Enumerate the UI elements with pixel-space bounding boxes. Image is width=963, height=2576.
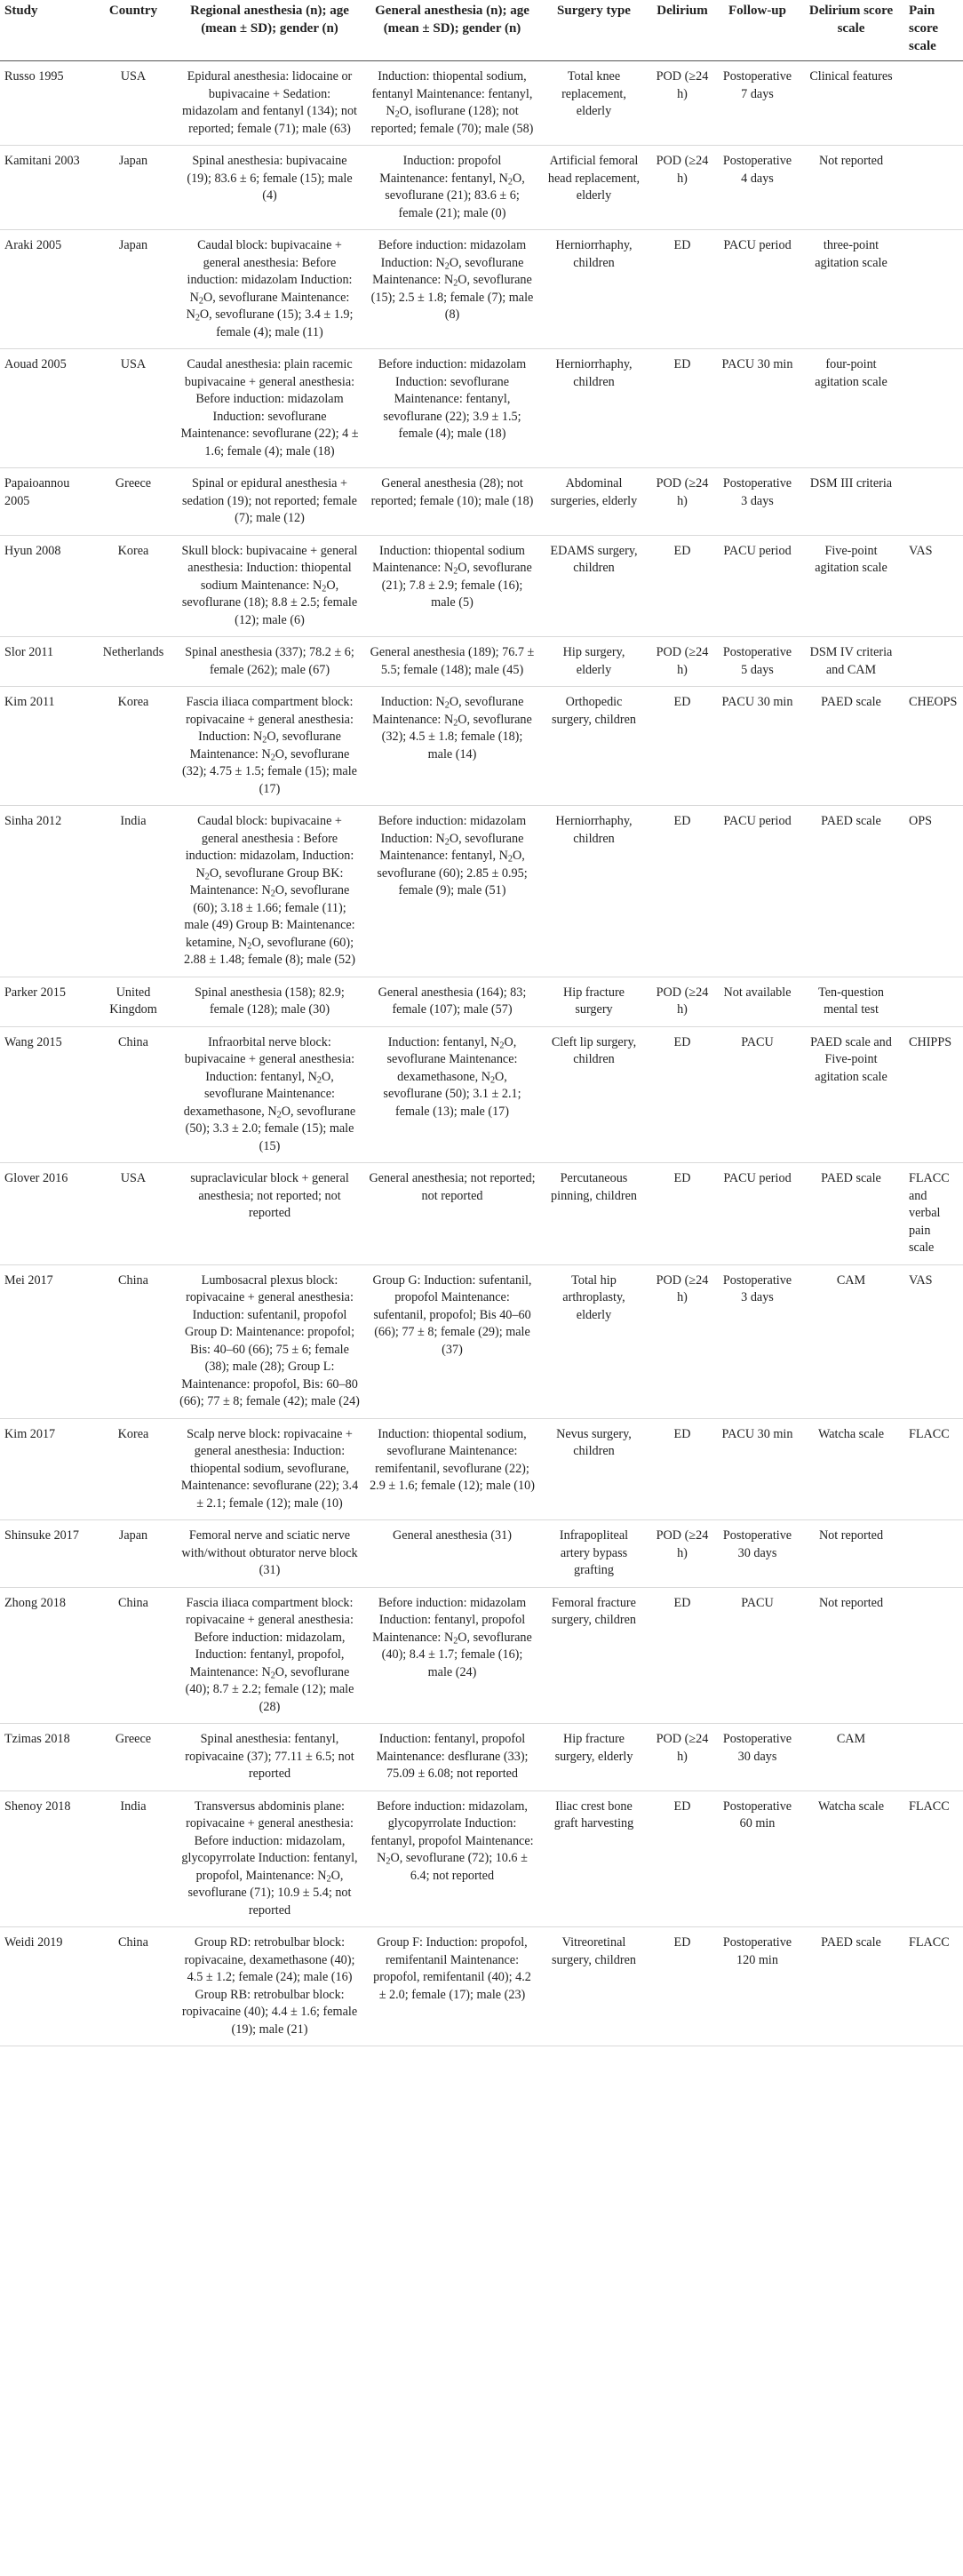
cell-study: Weidi 2019 <box>0 1927 92 2046</box>
cell-study: Kim 2011 <box>0 687 92 806</box>
cell-general-anesthesia: Group G: Induction: sufentanil, propofol Maintenance: sufentanil, propofol; Bis 40–60 (66); 77 ± 8; female (29); male (37) <box>364 1264 540 1418</box>
table-row <box>0 977 963 1026</box>
cell-delirium-score-scale: three-point agitation scale <box>798 230 904 349</box>
cell-general-anesthesia: Before induction: midazolam Induction: sevoflurane Maintenance: fentanyl, sevoflurane (22); 3.9 ± 1.5; female (4); male (18) <box>364 349 540 468</box>
cell-study: Russo 1995 <box>0 61 92 146</box>
table-body <box>0 61 963 2046</box>
cell-general-anesthesia: General anesthesia; not reported; not reported <box>364 1163 540 1265</box>
cell-delirium-score-scale: PAED scale and Five-point agitation scale <box>798 1026 904 1163</box>
cell-general-anesthesia: Induction: fentanyl, $N_2O$, sevoflurane Maintenance: dexamethasone, $N_2O$, sevoflurane (50); 3.1 ± 2.1; female (13); male (17) <box>364 1026 540 1163</box>
cell-general-anesthesia: Before induction: midazolam Induction: $N_2O$, sevoflurane Maintenance: $N_2O$, sevoflurane (15); 2.5 ± 1.8; female (7); male (8) <box>364 230 540 349</box>
cell-delirium-score-scale: Clinical features <box>798 61 904 146</box>
cell-country: China <box>92 1264 175 1418</box>
cell-country: China <box>92 1927 175 2046</box>
cell-delirium: ED <box>648 1026 717 1163</box>
cell-delirium: POD (≥24 h) <box>648 1724 717 1791</box>
cell-regional-anesthesia: Group RD: retrobulbar block: ropivacaine, dexamethasone (40); 4.5 ± 1.2; female (24); male (16) Group RB: retrobulbar block: ropivacaine (40); 4.4 ± 1.6; female (19); male (21) <box>175 1927 364 2046</box>
header-follow-up: Follow-up <box>717 0 798 61</box>
cell-regional-anesthesia: Spinal or epidural anesthesia + sedation (19); not reported; female (7); male (12) <box>175 468 364 536</box>
cell-general-anesthesia: Induction: thiopental sodium, sevoflurane Maintenance: remifentanil, sevoflurane (22); 2.9 ± 1.6; female (12); male (10) <box>364 1418 540 1520</box>
cell-follow-up: Postoperative 60 min <box>717 1790 798 1927</box>
cell-regional-anesthesia: Transversus abdominis plane: ropivacaine + general anesthesia: Before induction: midazolam, glycopyrrolate Induction: fentanyl, propofol, Maintenance: $N_2O$, sevoflurane (71); 10.9 ± 5.4; not reported <box>175 1790 364 1927</box>
cell-regional-anesthesia: Epidural anesthesia: lidocaine or bupivacaine + Sedation: midazolam and fentanyl (134); not reported; female (71); male (63) <box>175 61 364 146</box>
cell-regional-anesthesia: Spinal anesthesia: bupivacaine (19); 83.6 ± 6; female (15); male (4) <box>175 146 364 230</box>
cell-regional-anesthesia: Fascia iliaca compartment block: ropivacaine + general anesthesia: Before induction: midazolam, Induction: fentanyl, propofol, Maintenance: $N_2O$, sevoflurane (40); 8.7 ± 2.2; female (12); male (28) <box>175 1587 364 1724</box>
cell-delirium-score-scale: CAM <box>798 1264 904 1418</box>
cell-surgery-type: Nevus surgery, children <box>540 1418 648 1520</box>
cell-pain-score-scale: CHEOPS <box>904 687 963 806</box>
header-study: Study <box>0 0 92 61</box>
cell-study: Hyun 2008 <box>0 535 92 637</box>
cell-delirium-score-scale: PAED scale <box>798 1927 904 2046</box>
table-row <box>0 687 963 806</box>
cell-delirium-score-scale: Not reported <box>798 1587 904 1724</box>
cell-surgery-type: Cleft lip surgery, children <box>540 1026 648 1163</box>
cell-surgery-type: Total hip arthroplasty, elderly <box>540 1264 648 1418</box>
cell-pain-score-scale: OPS <box>904 806 963 977</box>
cell-delirium: ED <box>648 230 717 349</box>
cell-general-anesthesia: Before induction: midazolam Induction: $N_2O$, sevoflurane Maintenance: fentanyl, $N_2O$, sevoflurane (60); 2.85 ± 0.95; female (9); male (51) <box>364 806 540 977</box>
cell-pain-score-scale <box>904 1724 963 1791</box>
cell-follow-up: PACU 30 min <box>717 687 798 806</box>
cell-general-anesthesia: Induction: fentanyl, propofol Maintenance: desflurane (33); 75.09 ± 6.08; not reported <box>364 1724 540 1791</box>
cell-surgery-type: Infrapopliteal artery bypass grafting <box>540 1520 648 1588</box>
cell-study: Wang 2015 <box>0 1026 92 1163</box>
cell-pain-score-scale: FLACC <box>904 1927 963 2046</box>
cell-regional-anesthesia: supraclavicular block + general anesthesia; not reported; not reported <box>175 1163 364 1265</box>
cell-general-anesthesia: Induction: thiopental sodium, fentanyl Maintenance: fentanyl, $N_2O$, isoflurane (128); not reported; female (70); male (58) <box>364 61 540 146</box>
header-country: Country <box>92 0 175 61</box>
cell-delirium: POD (≥24 h) <box>648 1264 717 1418</box>
table-row <box>0 1520 963 1588</box>
cell-delirium-score-scale: PAED scale <box>798 1163 904 1265</box>
cell-surgery-type: Vitreoretinal surgery, children <box>540 1927 648 2046</box>
cell-study: Mei 2017 <box>0 1264 92 1418</box>
header-row <box>0 0 963 61</box>
cell-follow-up: PACU period <box>717 806 798 977</box>
cell-country: Korea <box>92 1418 175 1520</box>
table-row <box>0 806 963 977</box>
cell-regional-anesthesia: Spinal anesthesia: fentanyl, ropivacaine (37); 77.11 ± 6.5; not reported <box>175 1724 364 1791</box>
cell-pain-score-scale <box>904 146 963 230</box>
cell-regional-anesthesia: Skull block: bupivacaine + general anesthesia: Induction: thiopental sodium Maintenance: $N_2O$, sevoflurane (18); 8.8 ± 2.5; female (12); male (6) <box>175 535 364 637</box>
cell-country: India <box>92 806 175 977</box>
cell-country: Korea <box>92 687 175 806</box>
cell-follow-up: Postoperative 7 days <box>717 61 798 146</box>
cell-surgery-type: Total knee replacement, elderly <box>540 61 648 146</box>
cell-pain-score-scale <box>904 349 963 468</box>
cell-delirium: POD (≥24 h) <box>648 61 717 146</box>
cell-pain-score-scale <box>904 1520 963 1588</box>
cell-delirium: POD (≥24 h) <box>648 468 717 536</box>
cell-follow-up: PACU period <box>717 230 798 349</box>
cell-study: Kamitani 2003 <box>0 146 92 230</box>
header-delirium-score-scale: Delirium score scale <box>798 0 904 61</box>
cell-general-anesthesia: General anesthesia (28); not reported; female (10); male (18) <box>364 468 540 536</box>
cell-study: Sinha 2012 <box>0 806 92 977</box>
cell-regional-anesthesia: Spinal anesthesia (158); 82.9; female (128); male (30) <box>175 977 364 1026</box>
table-row <box>0 146 963 230</box>
cell-surgery-type: EDAMS surgery, children <box>540 535 648 637</box>
cell-study: Parker 2015 <box>0 977 92 1026</box>
cell-regional-anesthesia: Caudal block: bupivacaine + general anesthesia : Before induction: midazolam, Induction: $N_2O$, sevoflurane Group BK: Maintenance: $N_2O$, sevoflurane (60); 3.18 ± 1.66; female (11); male (49) Group B: Maintenance: ketamine, $N_2O$, sevoflurane (60); 2.88 ± 1.48; female (8); male (52) <box>175 806 364 977</box>
table-row <box>0 1587 963 1724</box>
cell-regional-anesthesia: Lumbosacral plexus block: ropivacaine + general anesthesia: Induction: sufentanil, propofol Group D: Maintenance: propofol; Bis: 40–60 (66); 75 ± 6; female (38); male (28); Group L: Maintenance: propofol, Bis: 60–80 (66); 77 ± 8; female (42); male (24) <box>175 1264 364 1418</box>
cell-delirium-score-scale: DSM IV criteria and CAM <box>798 637 904 687</box>
table-row <box>0 535 963 637</box>
cell-delirium: ED <box>648 1790 717 1927</box>
cell-surgery-type: Hip fracture surgery, elderly <box>540 1724 648 1791</box>
table-row <box>0 637 963 687</box>
table-row <box>0 1724 963 1791</box>
table-row <box>0 349 963 468</box>
cell-delirium-score-scale: Not reported <box>798 146 904 230</box>
cell-country: India <box>92 1790 175 1927</box>
table-row <box>0 1163 963 1265</box>
cell-pain-score-scale: FLACC and verbal pain scale <box>904 1163 963 1265</box>
cell-follow-up: Postoperative 3 days <box>717 1264 798 1418</box>
cell-follow-up: PACU <box>717 1026 798 1163</box>
table-row <box>0 1418 963 1520</box>
cell-surgery-type: Hip surgery, elderly <box>540 637 648 687</box>
cell-regional-anesthesia: Infraorbital nerve block: bupivacaine + general anesthesia: Induction: fentanyl, $N_2O$, sevoflurane Maintenance: dexamethasone, $N_2O$, sevoflurane (50); 3.3 ± 2.0; female (15); male (15) <box>175 1026 364 1163</box>
cell-pain-score-scale: FLACC <box>904 1790 963 1927</box>
cell-follow-up: PACU <box>717 1587 798 1724</box>
table-row <box>0 1264 963 1418</box>
cell-delirium-score-scale: DSM III criteria <box>798 468 904 536</box>
cell-delirium: ED <box>648 687 717 806</box>
cell-follow-up: Postoperative 120 min <box>717 1927 798 2046</box>
cell-delirium: POD (≥24 h) <box>648 146 717 230</box>
cell-follow-up: Postoperative 4 days <box>717 146 798 230</box>
cell-surgery-type: Abdominal surgeries, elderly <box>540 468 648 536</box>
header-pain-score-scale: Pain score scale <box>904 0 963 61</box>
cell-delirium: ED <box>648 1418 717 1520</box>
cell-follow-up: Postoperative 3 days <box>717 468 798 536</box>
cell-surgery-type: Herniorrhaphy, children <box>540 230 648 349</box>
cell-follow-up: PACU 30 min <box>717 349 798 468</box>
cell-general-anesthesia: Before induction: midazolam, glycopyrrolate Induction: fentanyl, propofol Maintenance: $N_2O$, sevoflurane (72); 10.6 ± 6.4; not reported <box>364 1790 540 1927</box>
cell-delirium-score-scale: Ten-question mental test <box>798 977 904 1026</box>
cell-study: Slor 2011 <box>0 637 92 687</box>
cell-country: Korea <box>92 535 175 637</box>
cell-delirium-score-scale: PAED scale <box>798 687 904 806</box>
cell-country: Japan <box>92 230 175 349</box>
cell-study: Araki 2005 <box>0 230 92 349</box>
cell-surgery-type: Iliac crest bone graft harvesting <box>540 1790 648 1927</box>
cell-delirium: ED <box>648 1587 717 1724</box>
cell-delirium: POD (≥24 h) <box>648 977 717 1026</box>
cell-country: USA <box>92 1163 175 1265</box>
cell-study: Papaioannou 2005 <box>0 468 92 536</box>
cell-country: Japan <box>92 1520 175 1588</box>
cell-delirium-score-scale: PAED scale <box>798 806 904 977</box>
cell-delirium: ED <box>648 1927 717 2046</box>
table-row <box>0 468 963 536</box>
table-row <box>0 1927 963 2046</box>
cell-pain-score-scale <box>904 637 963 687</box>
cell-follow-up: Postoperative 30 days <box>717 1724 798 1791</box>
cell-regional-anesthesia: Fascia iliaca compartment block: ropivacaine + general anesthesia: Induction: $N_2O$, sevoflurane Maintenance: $N_2O$, sevoflurane (32); 4.75 ± 1.5; female (15); male (17) <box>175 687 364 806</box>
table-row <box>0 230 963 349</box>
cell-delirium-score-scale: Five-point agitation scale <box>798 535 904 637</box>
cell-surgery-type: Percutaneous pinning, children <box>540 1163 648 1265</box>
cell-surgery-type: Artificial femoral head replacement, elderly <box>540 146 648 230</box>
cell-general-anesthesia: Induction: $N_2O$, sevoflurane Maintenance: $N_2O$, sevoflurane (32); 4.5 ± 1.8; female (18); male (14) <box>364 687 540 806</box>
cell-study: Zhong 2018 <box>0 1587 92 1724</box>
cell-study: Aouad 2005 <box>0 349 92 468</box>
cell-pain-score-scale <box>904 468 963 536</box>
cell-follow-up: PACU period <box>717 535 798 637</box>
cell-surgery-type: Femoral fracture surgery, children <box>540 1587 648 1724</box>
cell-delirium-score-scale: Not reported <box>798 1520 904 1588</box>
cell-general-anesthesia: General anesthesia (31) <box>364 1520 540 1588</box>
cell-regional-anesthesia: Femoral nerve and sciatic nerve with/without obturator nerve block (31) <box>175 1520 364 1588</box>
cell-study: Shenoy 2018 <box>0 1790 92 1927</box>
cell-pain-score-scale <box>904 230 963 349</box>
cell-study: Glover 2016 <box>0 1163 92 1265</box>
cell-delirium: ED <box>648 535 717 637</box>
cell-country: China <box>92 1026 175 1163</box>
cell-regional-anesthesia: Spinal anesthesia (337); 78.2 ± 6; female (262); male (67) <box>175 637 364 687</box>
cell-general-anesthesia: General anesthesia (189); 76.7 ± 5.5; female (148); male (45) <box>364 637 540 687</box>
cell-delirium-score-scale: four-point agitation scale <box>798 349 904 468</box>
table-row <box>0 61 963 146</box>
cell-surgery-type: Hip fracture surgery <box>540 977 648 1026</box>
cell-study: Tzimas 2018 <box>0 1724 92 1791</box>
cell-general-anesthesia: Group F: Induction: propofol, remifentanil Maintenance: propofol, remifentanil (40); 4.2 ± 2.0; female (17); male (23) <box>364 1927 540 2046</box>
cell-follow-up: PACU period <box>717 1163 798 1265</box>
cell-regional-anesthesia: Caudal anesthesia: plain racemic bupivacaine + general anesthesia: Before induction: midazolam Induction: sevoflurane Maintenance: sevoflurane (22); 4 ± 1.6; female (4); male (18) <box>175 349 364 468</box>
cell-pain-score-scale <box>904 977 963 1026</box>
table-row <box>0 1790 963 1927</box>
cell-surgery-type: Herniorrhaphy, children <box>540 349 648 468</box>
cell-country: United Kingdom <box>92 977 175 1026</box>
header-surgery-type: Surgery type <box>540 0 648 61</box>
cell-surgery-type: Orthopedic surgery, children <box>540 687 648 806</box>
cell-follow-up: Postoperative 30 days <box>717 1520 798 1588</box>
cell-country: China <box>92 1587 175 1724</box>
cell-study: Shinsuke 2017 <box>0 1520 92 1588</box>
cell-follow-up: Postoperative 5 days <box>717 637 798 687</box>
cell-country: Japan <box>92 146 175 230</box>
cell-delirium: ED <box>648 1163 717 1265</box>
cell-pain-score-scale: FLACC <box>904 1418 963 1520</box>
cell-delirium: POD (≥24 h) <box>648 637 717 687</box>
cell-general-anesthesia: Induction: propofol Maintenance: fentanyl, $N_2O$, sevoflurane (21); 83.6 ± 6; female (21); male (0) <box>364 146 540 230</box>
cell-pain-score-scale: CHIPPS <box>904 1026 963 1163</box>
cell-country: Greece <box>92 1724 175 1791</box>
cell-delirium-score-scale: Watcha scale <box>798 1418 904 1520</box>
cell-delirium-score-scale: Watcha scale <box>798 1790 904 1927</box>
cell-delirium: ED <box>648 806 717 977</box>
header-regional-anesthesia: Regional anesthesia (n); age (mean ± SD); gender (n) <box>175 0 364 61</box>
cell-delirium: POD (≥24 h) <box>648 1520 717 1588</box>
cell-regional-anesthesia: Scalp nerve block: ropivacaine + general anesthesia: Induction: thiopental sodium, sevoflurane, Maintenance: sevoflurane (22); 3.4 ± 2.1; female (12); male (10) <box>175 1418 364 1520</box>
cell-country: USA <box>92 61 175 146</box>
cell-study: Kim 2017 <box>0 1418 92 1520</box>
cell-delirium-score-scale: CAM <box>798 1724 904 1791</box>
cell-country: Netherlands <box>92 637 175 687</box>
cell-follow-up: PACU 30 min <box>717 1418 798 1520</box>
cell-regional-anesthesia: Caudal block: bupivacaine + general anesthesia: Before induction: midazolam Induction: $N_2O$, sevoflurane Maintenance: $N_2O$, sevoflurane (15); 3.4 ± 1.9; female (4); male (11) <box>175 230 364 349</box>
cell-surgery-type: Herniorrhaphy, children <box>540 806 648 977</box>
cell-general-anesthesia: Induction: thiopental sodium Maintenance: $N_2O$, sevoflurane (21); 7.8 ± 2.9; female (16); male (5) <box>364 535 540 637</box>
cell-country: USA <box>92 349 175 468</box>
cell-pain-score-scale <box>904 61 963 146</box>
table-row <box>0 1026 963 1163</box>
header-general-anesthesia: General anesthesia (n); age (mean ± SD); gender (n) <box>364 0 540 61</box>
cell-delirium: ED <box>648 349 717 468</box>
header-delirium: Delirium <box>648 0 717 61</box>
cell-pain-score-scale: VAS <box>904 535 963 637</box>
cell-follow-up: Not available <box>717 977 798 1026</box>
cell-pain-score-scale: VAS <box>904 1264 963 1418</box>
cell-general-anesthesia: General anesthesia (164); 83; female (107); male (57) <box>364 977 540 1026</box>
cell-general-anesthesia: Before induction: midazolam Induction: fentanyl, propofol Maintenance: $N_2O$, sevoflurane (40); 8.4 ± 1.7; female (16); male (24) <box>364 1587 540 1724</box>
cell-pain-score-scale <box>904 1587 963 1724</box>
cell-country: Greece <box>92 468 175 536</box>
